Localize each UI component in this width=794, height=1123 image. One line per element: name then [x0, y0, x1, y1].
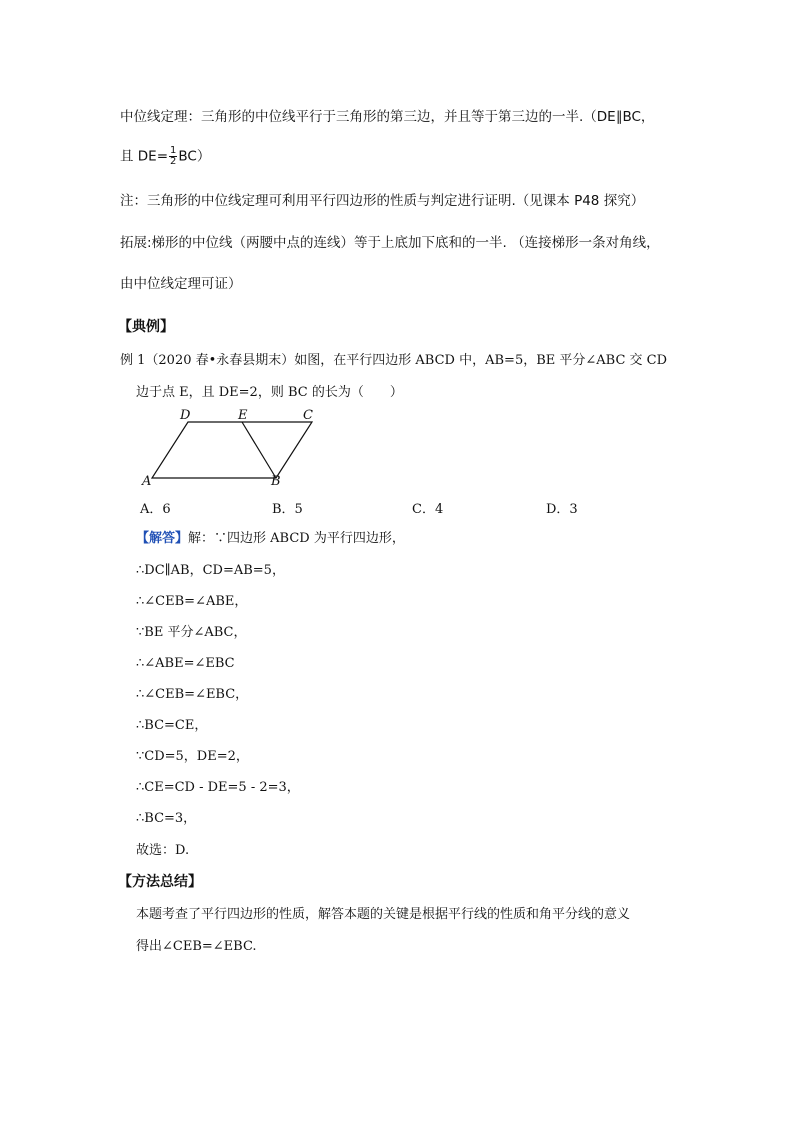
theorem-line-2-suffix: BC）	[178, 148, 211, 165]
example-line-2: 边于点 E，且 DE=2，则 BC 的长为（ ）	[136, 385, 403, 400]
solution-step: ∴∠ABE=∠EBC	[136, 656, 235, 671]
label-a: A	[142, 474, 152, 489]
option-c: C．4	[412, 502, 444, 517]
solution-step: ∴BC=CE，	[136, 718, 208, 733]
solution-step: ∵CD=5，DE=2，	[136, 749, 249, 764]
parallelogram-abcd	[152, 422, 312, 478]
solution-step: ∴∠CEB=∠ABE，	[136, 594, 248, 609]
method-line-1: 本题考查了平行四边形的性质，解答本题的关键是根据平行线的性质和角平分线的意义	[136, 907, 631, 922]
solution-step: ∵BE 平分∠ABC，	[136, 625, 247, 640]
option-d: D．3	[546, 502, 578, 517]
solution-step: 解：∵四边形 ABCD 为平行四边形，	[188, 531, 405, 546]
option-a: A．6	[140, 502, 171, 517]
theorem-line-2-prefix: 且 DE=	[120, 148, 169, 165]
solution-step: ∴DC∥AB，CD=AB=5，	[136, 563, 285, 578]
option-b: B．5	[272, 502, 303, 517]
note-text: 注：三角形的中位线定理可利用平行四边形的性质与判定进行证明.（见课本 P48 探究）	[120, 193, 645, 209]
solution-step: ∴BC=3，	[136, 811, 197, 826]
fraction-one-half	[169, 146, 177, 167]
label-d: D	[180, 408, 191, 423]
theorem-line-2	[120, 146, 210, 167]
example-line-1: 例 1（2020 春•永春县期末）如图，在平行四边形 ABCD 中，AB=5，BE 平分∠ABC 交 CD	[120, 353, 668, 368]
solution-step: 故选：D.	[136, 843, 190, 858]
method-heading: 【方法总结】	[118, 874, 202, 890]
label-b: B	[271, 474, 281, 489]
extension-line-2: 由中位线定理可证）	[120, 276, 242, 292]
solution-first-line	[136, 530, 405, 548]
label-e: E	[238, 408, 248, 423]
fraction-denominator: 2	[170, 156, 177, 167]
theorem-line-1: 中位线定理：三角形的中位线平行于三角形的第三边，并且等于第三边的一半.（DE∥BC，	[120, 109, 655, 125]
extension-line-1: 拓展:梯形的中位线（两腰中点的连线）等于上底加下底和的一半. （连接梯形一条对角线，	[120, 235, 660, 251]
parallelogram-figure	[140, 408, 330, 493]
fraction-numerator: 1	[170, 145, 177, 156]
solution-tag: 【解答】	[136, 531, 189, 546]
example-heading: 【典例】	[118, 319, 174, 335]
solution-step: ∴CE=CD - DE=5 - 2=3，	[136, 780, 300, 795]
label-c: C	[303, 408, 313, 423]
method-line-2: 得出∠CEB=∠EBC.	[136, 939, 257, 954]
solution-step: ∴∠CEB=∠EBC，	[136, 687, 249, 702]
segment-be	[242, 422, 276, 478]
